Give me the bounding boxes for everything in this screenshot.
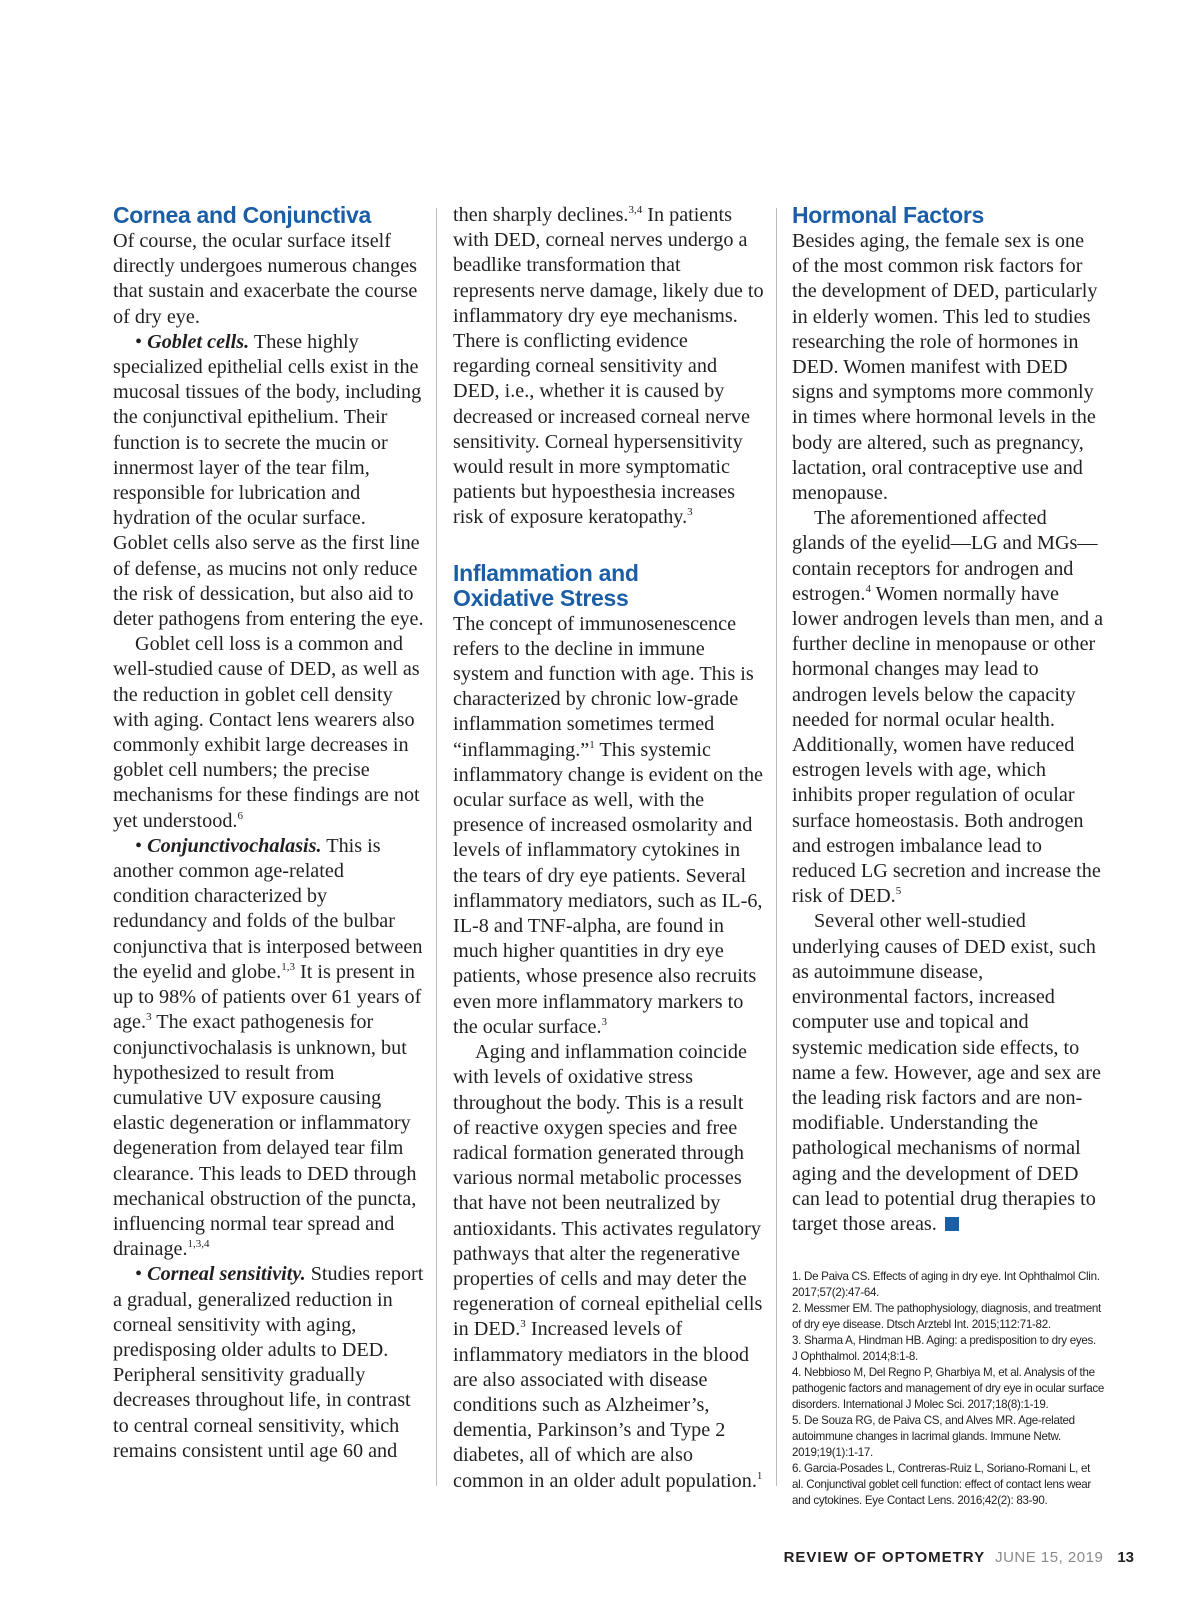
column-3 [792, 203, 1104, 1509]
publication-name: REVIEW OF OPTOMETRY [783, 1549, 986, 1566]
citation: 5 [895, 885, 902, 898]
page-number: 13 [1117, 1549, 1134, 1566]
column-divider [436, 208, 437, 1486]
paragraph-conjunctivochalasis: • Conjunctivochalasis. This is another common age-related condition characterized by redundancy and folds of the bulbar conjunctiva that is interposed between the eyelid and globe.$^{1,3}$ It is present in up to 98% of patients over 61 years of age.$^3$ The exact pathogenesis for conjunctivochalasis is unknown, but hypothesized to result from cumulative UV exposure causing elastic degeneration or inflammatory degeneration from delayed tear film clearance. This leads to DED through mechanical obstruction of the puncta, influencing normal tear spread and drainage.$^{1,3,4}$ [113, 834, 423, 1261]
end-of-article-mark [945, 1217, 959, 1231]
issue-date: JUNE 15, 2019 [995, 1549, 1104, 1566]
paragraph-text: Of course, the ocular surface itself directly undergoes numerous changes that sustain and exacerbate the course of dry eye. [113, 230, 418, 328]
citation: 1,3,4 [187, 1238, 210, 1251]
reference-item: 3. Sharma A, Hindman HB. Aging: a predisposition to dry eyes. J Ophthalmol. 2014;8:1-8. [792, 1334, 1096, 1364]
citation: 3 [146, 1011, 152, 1024]
paragraph-text: Besides aging, the female sex is one of the most common risk factors for the development of DED, particularly in elderly women. This led to studies researching the role of hormones in DED. Women manifest with DED signs and symptoms more commonly in times where hormonal levels in the body are altered, such as pregnancy, lactation, oral contraceptive use and menopause. [792, 230, 1098, 505]
reference-item: 2. Messmer EM. The pathophysiology, diagnosis, and treatment of dry eye disease. Dtsch Arztebl Int. 2015;112:71-82. [792, 1302, 1101, 1332]
section-heading-hormonal: Hormonal Factors [792, 202, 985, 228]
paragraph-text: It is present in up to 98% of patients over 61 years of age. [113, 960, 422, 1034]
section-heading-cornea: Cornea and Conjunctiva [113, 202, 371, 228]
reference-item: 4. Nebbioso M, Del Regno P, Gharbiya M, et al. Analysis of the pathogenic factors and management of dry eye in ocular surface disorders. International J Molec Sci. 2017;18(8):1-19. [792, 1366, 1105, 1412]
reference-item: 5. De Souza RG, de Paiva CS, and Alves MR. Age-related autoimmune changes in lacrimal glands. Immune Netw. 2019;19(1):1-17. [792, 1414, 1075, 1460]
paragraph [792, 229, 1104, 506]
citation: 1,3 [281, 960, 295, 973]
page-footer [784, 1548, 1134, 1568]
column-divider [776, 208, 777, 1486]
paragraph [453, 203, 765, 531]
heading-line: Inflammation and [453, 559, 639, 586]
section-heading-inflammation [453, 561, 765, 611]
bullet-lead: Conjunctivochalasis. [147, 834, 322, 857]
paragraph-text: The concept of immunosenescence refers to the decline in immune system and function with age. This is characterized by chronic low-grade inflammation sometimes termed “inflammaging.” [453, 612, 754, 761]
citation: 3,4 [628, 204, 643, 216]
citation: 6 [237, 809, 243, 822]
paragraph-corneal-sensitivity: • Corneal sensitivity. Studies report a gradual, generalized reduction in corneal sensitivity with aging, predisposing older adults to DED. Peripheral sensitivity gradually decreases throughout life, in contrast to central corneal sensitivity, which remains consistent until age 60 and [113, 1263, 424, 1462]
paragraph-text: This is another common age-related condition characterized by redundancy and folds of the bulbar conjunctiva that is interposed between the eyelid and globe. [113, 834, 423, 983]
paragraph [113, 229, 425, 330]
paragraph-text: The aforementioned affected glands of the eyelid—LG and MGs—contain receptors for androgen and estrogen. [792, 507, 1098, 605]
paragraph [792, 909, 1104, 1237]
paragraph [792, 506, 1104, 909]
paragraph [453, 1040, 765, 1494]
paragraph-text: The exact pathogenesis for conjunctivochalasis is unknown, but hypothesized to result from cumulative UV exposure causing elastic degeneration or inflammatory degeneration from delayed tear film clearance. This leads to DED through mechanical obstruction of the puncta, influencing normal tear spread and drainage. [113, 1011, 417, 1261]
paragraph-text: Increased levels of inflammatory mediators in the blood are also associated with disease conditions such as Alzheimer’s, dementia, Parkinson’s and Type 2 diabetes, all of which are also common in an older adult population. [453, 1318, 757, 1492]
bullet-lead: Corneal sensitivity. [147, 1263, 306, 1286]
bullet-lead: Goblet cells. [147, 330, 250, 353]
paragraph-text: Aging and inflammation coincide with levels of oxidative stress throughout the body. This is a result of reactive oxygen species and free radical formation generated through various normal metabolic processes that have not been neutralized by antioxidants. This activates regulatory pathways that alter the regenerative properties of cells and may deter the regeneration of corneal epithelial cells in DED. [453, 1041, 763, 1341]
reference-list [792, 1269, 1104, 1509]
paragraph [453, 612, 765, 1040]
column-2 [453, 203, 765, 1494]
citation: 4 [865, 582, 871, 595]
paragraph-text: This systemic inflammatory change is evident on the ocular surface as well, with the presence of increased osmolarity and levels of inflammatory cytokines in the tears of dry eye patients. Several inflammatory mediators, such as IL-6, IL-8 and TNF-alpha, are found in much higher quantities in dry eye patients, whose presence also recruits even more inflammatory markers to the ocular surface. [453, 738, 764, 1038]
paragraph-text: Several other well-studied underlying causes of DED exist, such as autoimmune disease, environmental factors, increased computer use and topical and systemic medication side effects, to name a few. However, age and sex are the leading risk factors and are non-modifiable. Understanding the pathological mechanisms of normal aging and the development of DED can lead to potential drug therapies to target those areas. [792, 910, 1101, 1235]
paragraph-text: These highly specialized epithelial cells exist in the mucosal tissues of the body, including the conjunctival epithelium. Their function is to secrete the mucin or innermost layer of the tear film, responsible for lubrication and hydration of the ocular surface. Goblet cells also serve as the first line of defense, as mucins not only reduce the risk of dessication, but also aid to deter pathogens from entering the eye. [113, 330, 424, 631]
reference-item: 1. De Paiva CS. Effects of aging in dry eye. Int Ophthalmol Clin. 2017;57(2):47-64. [792, 1270, 1100, 1300]
paragraph-text: Women normally have lower androgen levels than men, and a further decline in menopause or other hormonal changes may lead to androgen levels below the capacity needed for normal ocular health. Additionally, women have reduced estrogen levels with age, which inhibits proper regulation of ocular surface homeostasis. Both androgen and estrogen imbalance lead to reduced LG secretion and increase the risk of DED. [792, 582, 1104, 908]
paragraph-goblet-cells: • Goblet cells. These highly specialized epithelial cells exist in the mucosal tissues of the body, including the conjunctival epithelium. Their function is to secrete the mucin or innermost layer of the tear film, responsible for lubrication and hydration of the ocular surface. Goblet cells also serve as the first line of defense, as mucins not only reduce the risk of dessication, but also aid to deter pathogens from entering the eye. [113, 330, 424, 631]
paragraph-text: Goblet cell loss is a common and well-studied cause of DED, as well as the reduction in goblet cell density with aging. Contact lens wearers also commonly exhibit large decreases in goblet cell numbers; the precise mechanisms for these findings are not yet understood. [113, 633, 420, 832]
citation: 3 [520, 1318, 526, 1331]
citation: 3 [687, 506, 693, 519]
heading-line: Oxidative Stress [453, 584, 629, 611]
paragraph [113, 632, 425, 834]
reference-item: 6. Garcia-Posades L, Contreras-Ruiz L, Soriano-Romani L, et al. Conjunctival goblet cell function: effect of contact lens wear and cytokines. Eye Contact Lens. 2016;42(2): 83-90. [792, 1462, 1091, 1508]
column-1 [113, 203, 425, 1464]
paragraph-text: Studies report a gradual, generalized reduction in corneal sensitivity with aging, predisposing older adults to DED. Peripheral sensitivity gradually decreases throughout life, in contrast to central corneal sensitivity, which remains consistent until age 60 and [113, 1263, 424, 1462]
citation: 1 [756, 1469, 763, 1482]
paragraph-text: In patients with DED, corneal nerves undergo a beadlike transformation that represents nerve damage, likely due to inflammatory dry eye mechanisms. There is conflicting evidence regarding corneal sensitivity and DED, i.e., whether it is caused by decreased or increased corneal nerve sensitivity. Corneal hypersensitivity would result in more symptomatic patients but hypoesthesia increases risk of exposure keratopathy. [453, 204, 764, 529]
paragraph-text: then sharply declines. [453, 204, 629, 226]
citation: 1 [589, 738, 595, 751]
citation: 3 [601, 1015, 608, 1028]
